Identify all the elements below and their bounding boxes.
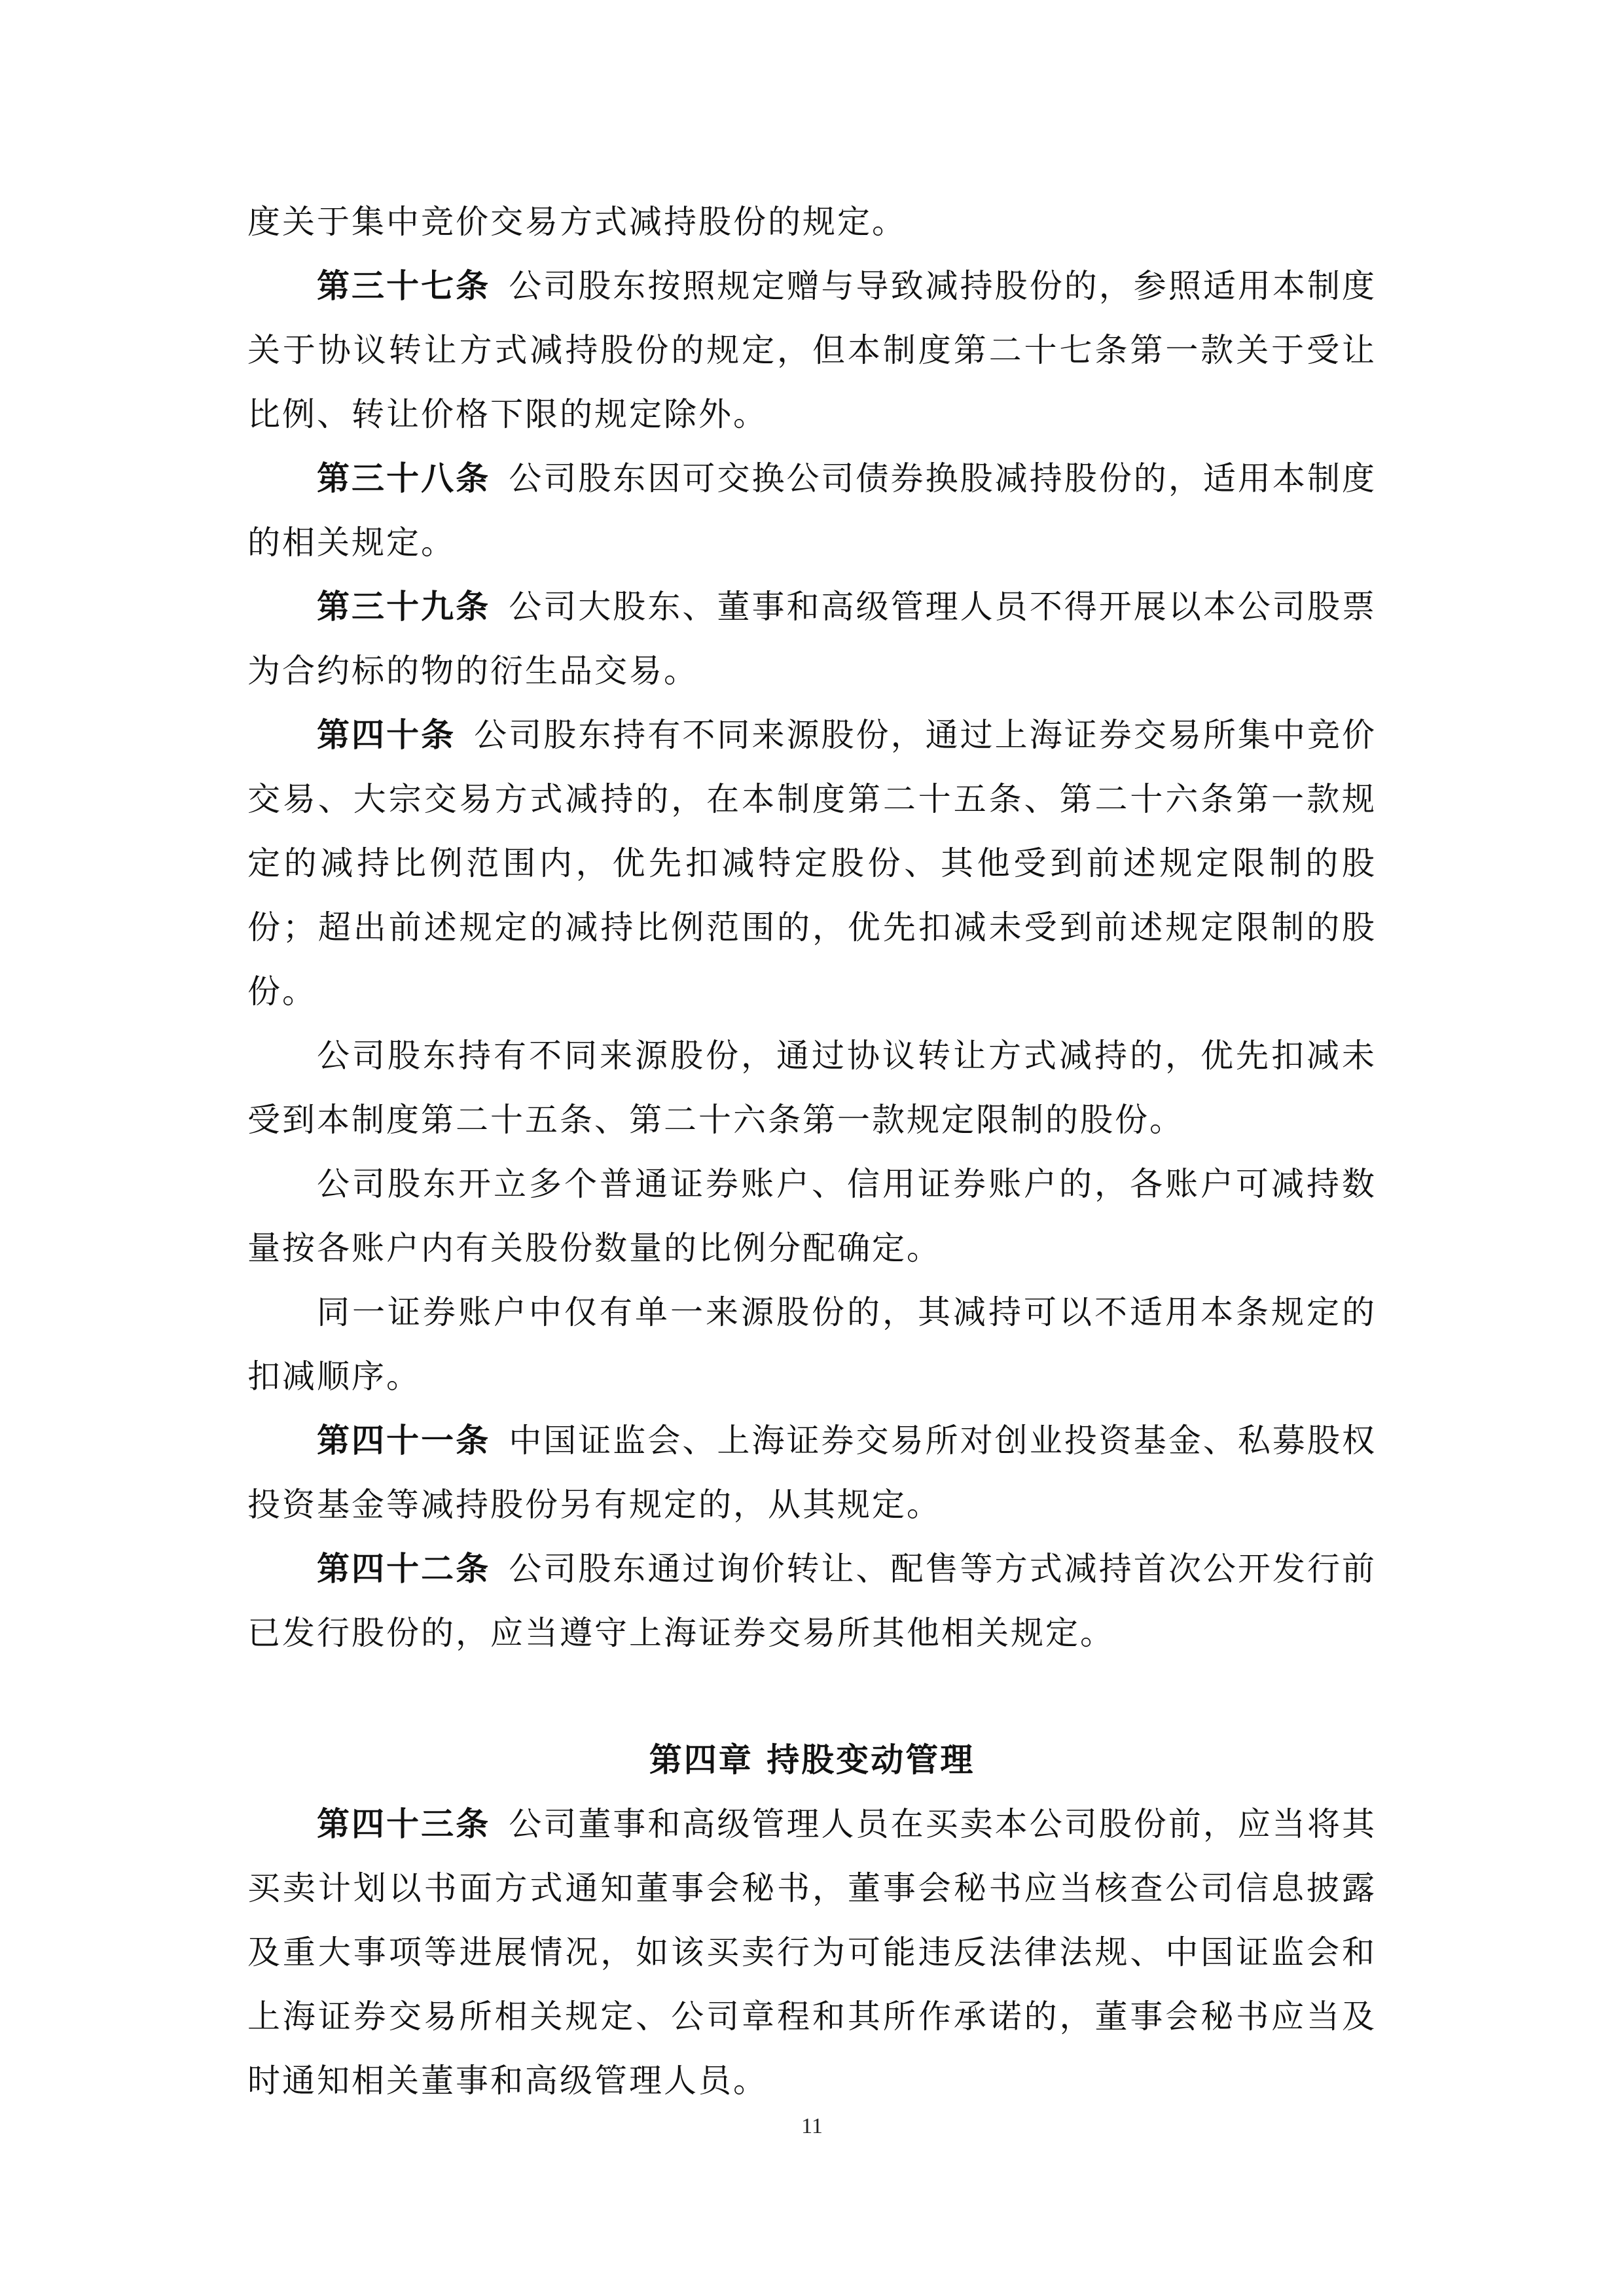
article-number: 第四十二条	[317, 1549, 491, 1588]
paragraph	[247, 254, 1377, 446]
body-section-after-chapter	[247, 1792, 1377, 2113]
paragraph	[247, 703, 1377, 1024]
article-number: 第四十三条	[317, 1804, 491, 1843]
paragraph-text: 公司股东按照规定赠与导致减持股份的，参照适用本制度关于协议转让方式减持股份的规定，但本制度第二十七条第一款关于受让比例、转让价格下限的规定除外。	[247, 267, 1377, 433]
paragraph	[247, 1024, 1377, 1152]
article-number: 第三十七条	[317, 266, 491, 305]
paragraph-text: 度关于集中竞价交易方式减持股份的规定。	[247, 203, 907, 241]
paragraph	[247, 1280, 1377, 1408]
paragraph-text: 中国证监会、上海证券交易所对创业投资基金、私募股权投资基金等减持股份另有规定的，从其规定。	[247, 1422, 1377, 1524]
article-number: 第三十九条	[317, 587, 491, 626]
paragraph-text: 公司股东通过询价转让、配售等方式减持首次公开发行前已发行股份的，应当遵守上海证券交易所其他相关规定。	[247, 1550, 1377, 1652]
paragraph	[247, 1408, 1377, 1537]
paragraph-text: 公司股东持有不同来源股份，通过上海证券交易所集中竞价交易、大宗交易方式减持的，在本制度第二十五条、第二十六条第一款规定的减持比例范围内，优先扣减特定股份、其他受到前述规定限制的股份；超出前述规定的减持比例范围的，优先扣减未受到前述规定限制的股份。	[247, 716, 1377, 1011]
paragraph	[247, 1792, 1377, 2113]
paragraph	[247, 1537, 1377, 1665]
paragraph	[247, 190, 1377, 254]
paragraph	[247, 575, 1377, 703]
paragraph-text: 公司股东因可交换公司债券换股减持股份的，适用本制度的相关规定。	[247, 459, 1377, 562]
paragraph	[247, 446, 1377, 575]
paragraph-text: 公司股东开立多个普通证券账户、信用证券账户的，各账户可减持数量按各账户内有关股份数量的比例分配确定。	[247, 1165, 1377, 1267]
paragraph-text: 公司股东持有不同来源股份，通过协议转让方式减持的，优先扣减未受到本制度第二十五条、第二十六条第一款规定限制的股份。	[247, 1037, 1377, 1139]
paragraph-text: 同一证券账户中仅有单一来源股份的，其减持可以不适用本条规定的扣减顺序。	[247, 1293, 1377, 1395]
chapter-title: 第四章 持股变动管理	[649, 1740, 975, 1779]
paragraph-text: 公司董事和高级管理人员在买卖本公司股份前，应当将其买卖计划以书面方式通知董事会秘书，董事会秘书应当核查公司信息披露及重大事项等进展情况，如该买卖行为可能违反法律法规、中国证监会和上海证券交易所相关规定、公司章程和其所作承诺的，董事会秘书应当及时通知相关董事和高级管理人员。	[247, 1805, 1377, 2100]
article-number: 第三十八条	[317, 459, 491, 497]
article-number: 第四十条	[317, 715, 456, 754]
article-number: 第四十一条	[317, 1421, 491, 1460]
body-section-before-chapter	[247, 190, 1377, 1665]
document-page	[247, 190, 1377, 2113]
page-number: 11	[801, 2114, 823, 2138]
paragraph-text: 公司大股东、董事和高级管理人员不得开展以本公司股票为合约标的物的衍生品交易。	[247, 588, 1377, 690]
paragraph	[247, 1152, 1377, 1280]
